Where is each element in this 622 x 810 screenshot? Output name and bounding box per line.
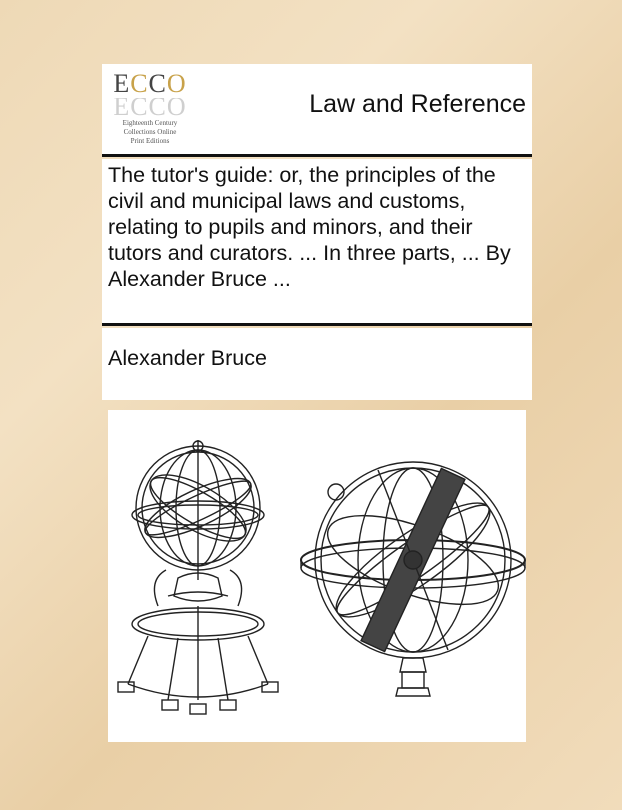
- divider-rule: [102, 323, 532, 326]
- cover-illustration: [108, 410, 526, 742]
- right-armillary-sphere: [301, 462, 525, 696]
- book-author: Alexander Bruce: [108, 346, 267, 370]
- title-panel: [102, 159, 532, 323]
- logo-mark: ECCO: [113, 69, 187, 98]
- logo-line: Eighteenth Century: [122, 119, 178, 127]
- ecco-logo: [110, 70, 190, 146]
- armillary-spheres-engraving: [108, 410, 526, 742]
- left-armillary-sphere: [118, 440, 278, 714]
- series-title: Law and Reference: [309, 90, 526, 118]
- header-panel: [102, 64, 532, 154]
- logo-line: Collections Online: [123, 128, 177, 136]
- logo-line: Print Editions: [130, 137, 170, 145]
- author-panel: [102, 328, 532, 400]
- logo-reflection: ECCO: [113, 98, 187, 116]
- divider-rule: [102, 154, 532, 157]
- book-title: The tutor's guide: or, the principles of the civil and municipal laws and customs, relating to pupils and minors, and their tutors and curators. ... In three parts, ... By Alexander Bruce ...: [108, 163, 511, 291]
- logo-caption: [110, 119, 190, 146]
